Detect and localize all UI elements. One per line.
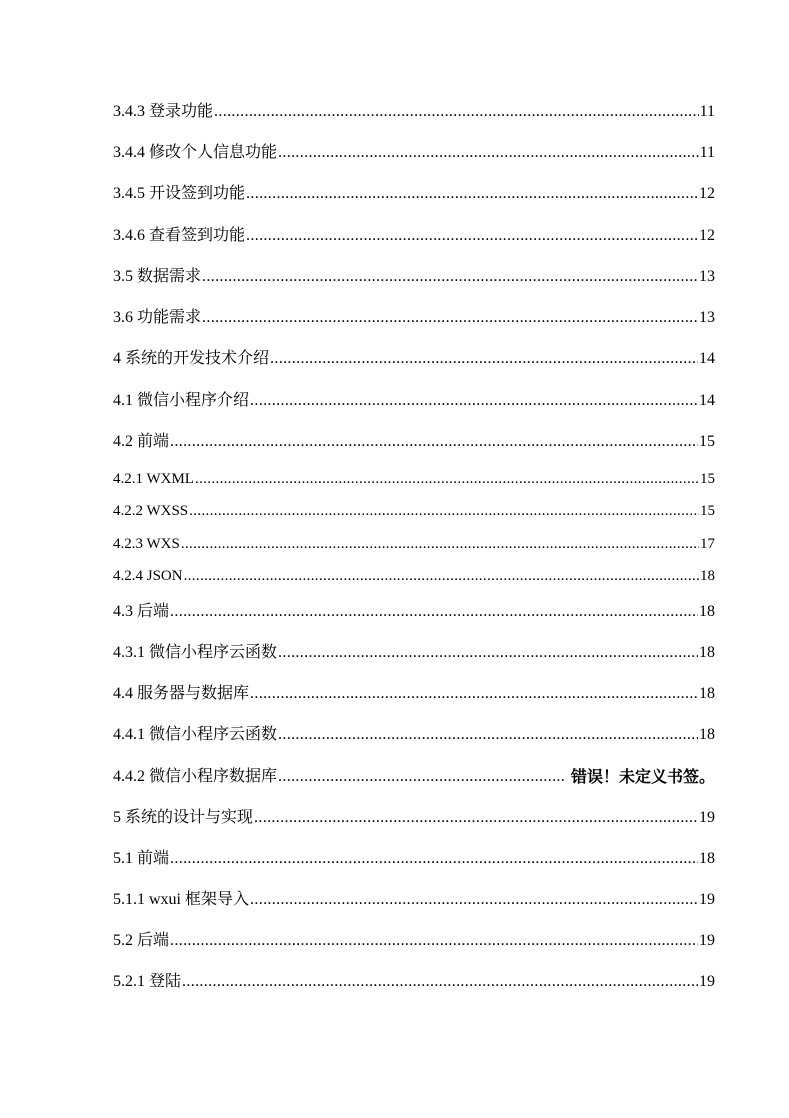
toc-dot-leader bbox=[270, 349, 698, 369]
toc-entry[interactable] bbox=[113, 98, 715, 122]
toc-dot-leader bbox=[250, 684, 698, 704]
toc-entry[interactable] bbox=[113, 530, 715, 554]
toc-entry-title: 5.1.1 wxui 框架导入 bbox=[113, 891, 250, 908]
toc-entry-title: 3.4.6 查看签到功能 bbox=[113, 227, 246, 244]
toc-dot-leader bbox=[184, 566, 699, 586]
toc-entry-title: 3.6 功能需求 bbox=[113, 309, 202, 326]
toc-page-number: 18 bbox=[699, 685, 715, 702]
toc-page-number: 18 bbox=[699, 644, 715, 661]
toc-entry-title: 3.4.3 登录功能 bbox=[113, 103, 214, 120]
toc-entry[interactable] bbox=[113, 804, 715, 828]
toc-dot-leader bbox=[246, 184, 698, 204]
toc-entry-title: 4 系统的开发技术介绍 bbox=[113, 350, 270, 367]
toc-dot-leader bbox=[170, 849, 698, 869]
toc-dot-leader bbox=[278, 143, 699, 163]
toc-dot-leader bbox=[254, 808, 698, 828]
toc-entry[interactable] bbox=[113, 263, 715, 287]
toc-page-number: 15 bbox=[700, 503, 715, 519]
toc-page-number: 11 bbox=[699, 144, 715, 161]
toc-entry-title: 4.2.2 WXSS bbox=[113, 503, 189, 519]
toc-entry-title: 5.1 前端 bbox=[113, 850, 170, 867]
toc-entry-title: 4.2.3 WXS bbox=[113, 536, 180, 552]
toc-entry-title: 4.2 前端 bbox=[113, 433, 170, 450]
toc-dot-leader bbox=[202, 308, 698, 328]
toc-dot-leader bbox=[250, 890, 698, 910]
toc-dot-leader bbox=[181, 534, 699, 554]
toc-page-number: 14 bbox=[699, 392, 715, 409]
toc-dot-leader bbox=[246, 226, 698, 246]
toc-page-number: 17 bbox=[700, 536, 715, 552]
toc-entry[interactable] bbox=[113, 428, 715, 452]
toc-entry-title: 4.4.2 微信小程序数据库 bbox=[113, 768, 278, 785]
toc-entry[interactable] bbox=[113, 927, 715, 951]
toc-page-number: 18 bbox=[699, 726, 715, 743]
toc-entry-title: 4.3 后端 bbox=[113, 603, 170, 620]
toc-entry[interactable] bbox=[113, 465, 715, 489]
toc-entry[interactable] bbox=[113, 598, 715, 622]
toc-dot-leader bbox=[278, 767, 565, 787]
toc-dot-leader bbox=[170, 432, 698, 452]
toc-entry-title: 4.2.1 WXML bbox=[113, 471, 194, 487]
toc-page-number: 12 bbox=[699, 227, 715, 244]
toc-entry-title: 5 系统的设计与实现 bbox=[113, 809, 254, 826]
toc-dot-leader bbox=[214, 102, 699, 122]
toc-page-number: 19 bbox=[699, 891, 715, 908]
toc-dot-leader bbox=[195, 469, 699, 489]
toc-page-number: 12 bbox=[699, 185, 715, 202]
toc-entry-title: 4.3.1 微信小程序云函数 bbox=[113, 644, 278, 661]
toc-entry-title: 3.4.5 开设签到功能 bbox=[113, 185, 246, 202]
toc-entry[interactable] bbox=[113, 497, 715, 521]
toc-entry[interactable] bbox=[113, 180, 715, 204]
toc-page-number: 19 bbox=[699, 973, 715, 990]
toc-entry[interactable] bbox=[113, 387, 715, 411]
toc-entry-title: 4.4.1 微信小程序云函数 bbox=[113, 726, 278, 743]
toc-page-number: 13 bbox=[699, 309, 715, 326]
toc-page-number: 14 bbox=[699, 350, 715, 367]
toc-dot-leader bbox=[202, 267, 698, 287]
toc-dot-leader bbox=[278, 725, 698, 745]
toc-dot-leader bbox=[170, 602, 698, 622]
toc-dot-leader bbox=[182, 972, 698, 992]
toc-dot-leader bbox=[250, 391, 698, 411]
toc-entry[interactable] bbox=[113, 680, 715, 704]
toc-dot-leader bbox=[278, 643, 698, 663]
toc-entry-title: 5.2 后端 bbox=[113, 932, 170, 949]
toc-dot-leader bbox=[170, 931, 698, 951]
toc-page-number: 13 bbox=[699, 268, 715, 285]
toc-entry[interactable] bbox=[113, 886, 715, 910]
toc-entry[interactable] bbox=[113, 968, 715, 992]
toc-entry-title: 5.2.1 登陆 bbox=[113, 973, 182, 990]
toc-page-number: 18 bbox=[700, 568, 715, 584]
toc-entry-title: 4.4 服务器与数据库 bbox=[113, 685, 250, 702]
toc-dot-leader bbox=[189, 501, 699, 521]
toc-entry[interactable] bbox=[113, 345, 715, 369]
toc-page-number: 18 bbox=[699, 850, 715, 867]
toc-page-number: 15 bbox=[699, 433, 715, 450]
toc-entry[interactable] bbox=[113, 222, 715, 246]
toc-page-number: 19 bbox=[699, 932, 715, 949]
toc-entry-title: 3.5 数据需求 bbox=[113, 268, 202, 285]
toc-page-number: 18 bbox=[699, 603, 715, 620]
toc-entry-title: 4.2.4 JSON bbox=[113, 568, 183, 584]
toc-page-number: 19 bbox=[699, 809, 715, 826]
toc-page-number: 15 bbox=[700, 471, 715, 487]
toc-entry[interactable] bbox=[113, 639, 715, 663]
toc-page-number: 11 bbox=[699, 103, 715, 120]
toc-entry[interactable] bbox=[113, 562, 715, 586]
toc-entry-title: 4.1 微信小程序介绍 bbox=[113, 392, 250, 409]
toc-entry[interactable] bbox=[113, 763, 715, 787]
toc-bookmark-error: 错误！未定义书签。 bbox=[570, 767, 715, 786]
toc-entry[interactable] bbox=[113, 845, 715, 869]
toc-entry-title: 3.4.4 修改个人信息功能 bbox=[113, 144, 278, 161]
toc-entry[interactable] bbox=[113, 721, 715, 745]
toc-entry[interactable] bbox=[113, 139, 715, 163]
toc-entry[interactable] bbox=[113, 304, 715, 328]
